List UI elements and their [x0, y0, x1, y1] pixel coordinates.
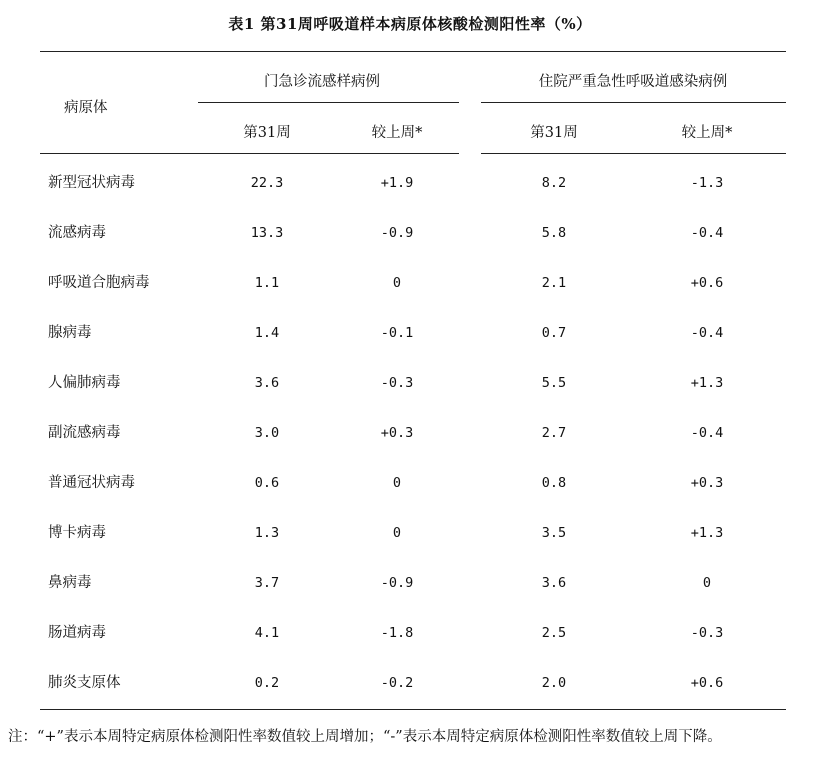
- outpatient-change-value: -0.9: [380, 225, 414, 241]
- pathogen-name: 新型冠状病毒: [48, 175, 135, 191]
- inpatient-week-value: 3.5: [541, 525, 567, 541]
- inpatient-week-value: 2.5: [541, 625, 567, 641]
- outpatient-change-value: -0.1: [380, 325, 414, 341]
- inpatient-change-value: +0.6: [690, 275, 724, 291]
- outpatient-week-value: 13.3: [250, 225, 284, 241]
- inpatient-week-value: 5.8: [541, 225, 567, 241]
- inpatient-change-value: +0.3: [690, 475, 724, 491]
- inpatient-week-value: 2.1: [541, 275, 567, 291]
- pathogen-name: 副流感病毒: [48, 425, 121, 441]
- outpatient-week-value: 3.7: [254, 575, 280, 591]
- outpatient-change-value: -0.2: [380, 675, 414, 691]
- inpatient-week-value: 2.7: [541, 425, 567, 441]
- pathogen-name: 肠道病毒: [48, 625, 106, 641]
- outpatient-week-value: 0.2: [254, 675, 280, 691]
- outpatient-week-value: 0.6: [254, 475, 280, 491]
- outpatient-change-value: -0.9: [380, 575, 414, 591]
- pathogen-name: 博卡病毒: [48, 525, 106, 541]
- outpatient-change-value: 0: [392, 275, 402, 291]
- inpatient-change-value: 0: [702, 575, 712, 591]
- pathogen-name: 呼吸道合胞病毒: [48, 275, 150, 291]
- inpatient-change-value: -0.4: [690, 225, 724, 241]
- outpatient-week-value: 1.4: [254, 325, 280, 341]
- outpatient-change-value: -0.3: [380, 375, 414, 391]
- inpatient-change-value: -0.4: [690, 425, 724, 441]
- outpatient-change-value: -1.8: [380, 625, 414, 641]
- inpatient-change-value: -1.3: [690, 175, 724, 191]
- inpatient-group-header: 住院严重急性呼吸道感染病例: [538, 74, 728, 90]
- outpatient-change-value: 0: [392, 525, 402, 541]
- inpatient-week-value: 2.0: [541, 675, 567, 691]
- pathogen-name: 人偏肺病毒: [48, 375, 121, 391]
- pathogen-name: 普通冠状病毒: [48, 475, 135, 491]
- inpatient-group-rule: [481, 102, 786, 103]
- outpatient-week-value: 3.0: [254, 425, 280, 441]
- outpatient-week-value: 1.3: [254, 525, 280, 541]
- table-title: 表1 第31周呼吸道样本病原体核酸检测阳性率（%）: [228, 15, 592, 33]
- pathogen-name: 腺病毒: [48, 325, 92, 341]
- header-bottom-rule-left: [40, 153, 459, 154]
- inpatient-change-value: +0.6: [690, 675, 724, 691]
- outpatient-change-value: +0.3: [380, 425, 414, 441]
- header-bottom-rule-right: [481, 153, 786, 154]
- inpatient-change-value: -0.3: [690, 625, 724, 641]
- inpatient-week-value: 0.7: [541, 325, 567, 341]
- inpatient-change-value: +1.3: [690, 375, 724, 391]
- outpatient-week-value: 22.3: [250, 175, 284, 191]
- outpatient-week-header: 第31周: [243, 125, 291, 141]
- outpatient-change-value: +1.9: [380, 175, 414, 191]
- inpatient-week-value: 3.6: [541, 575, 567, 591]
- inpatient-week-value: 0.8: [541, 475, 567, 491]
- pathogen-column-header: 病原体: [64, 100, 108, 116]
- table-top-rule: [40, 51, 786, 52]
- outpatient-group-header: 门急诊流感样病例: [264, 74, 380, 90]
- inpatient-week-value: 8.2: [541, 175, 567, 191]
- inpatient-week-value: 5.5: [541, 375, 567, 391]
- outpatient-change-header: 较上周*: [371, 125, 423, 141]
- inpatient-change-value: -0.4: [690, 325, 724, 341]
- pathogen-name: 流感病毒: [48, 225, 106, 241]
- table-bottom-rule: [40, 709, 786, 710]
- inpatient-change-header: 较上周*: [681, 125, 733, 141]
- outpatient-group-rule: [198, 102, 459, 103]
- inpatient-change-value: +1.3: [690, 525, 724, 541]
- footnote: 注：“+”表示本周特定病原体检测阳性率数值较上周增加；“-”表示本周特定病原体检测阳性率数值较上周下降。: [8, 729, 722, 745]
- outpatient-change-value: 0: [392, 475, 402, 491]
- pathogen-name: 鼻病毒: [48, 575, 92, 591]
- outpatient-week-value: 1.1: [254, 275, 280, 291]
- inpatient-week-header: 第31周: [530, 125, 578, 141]
- outpatient-week-value: 4.1: [254, 625, 280, 641]
- pathogen-name: 肺炎支原体: [48, 675, 121, 691]
- outpatient-week-value: 3.6: [254, 375, 280, 391]
